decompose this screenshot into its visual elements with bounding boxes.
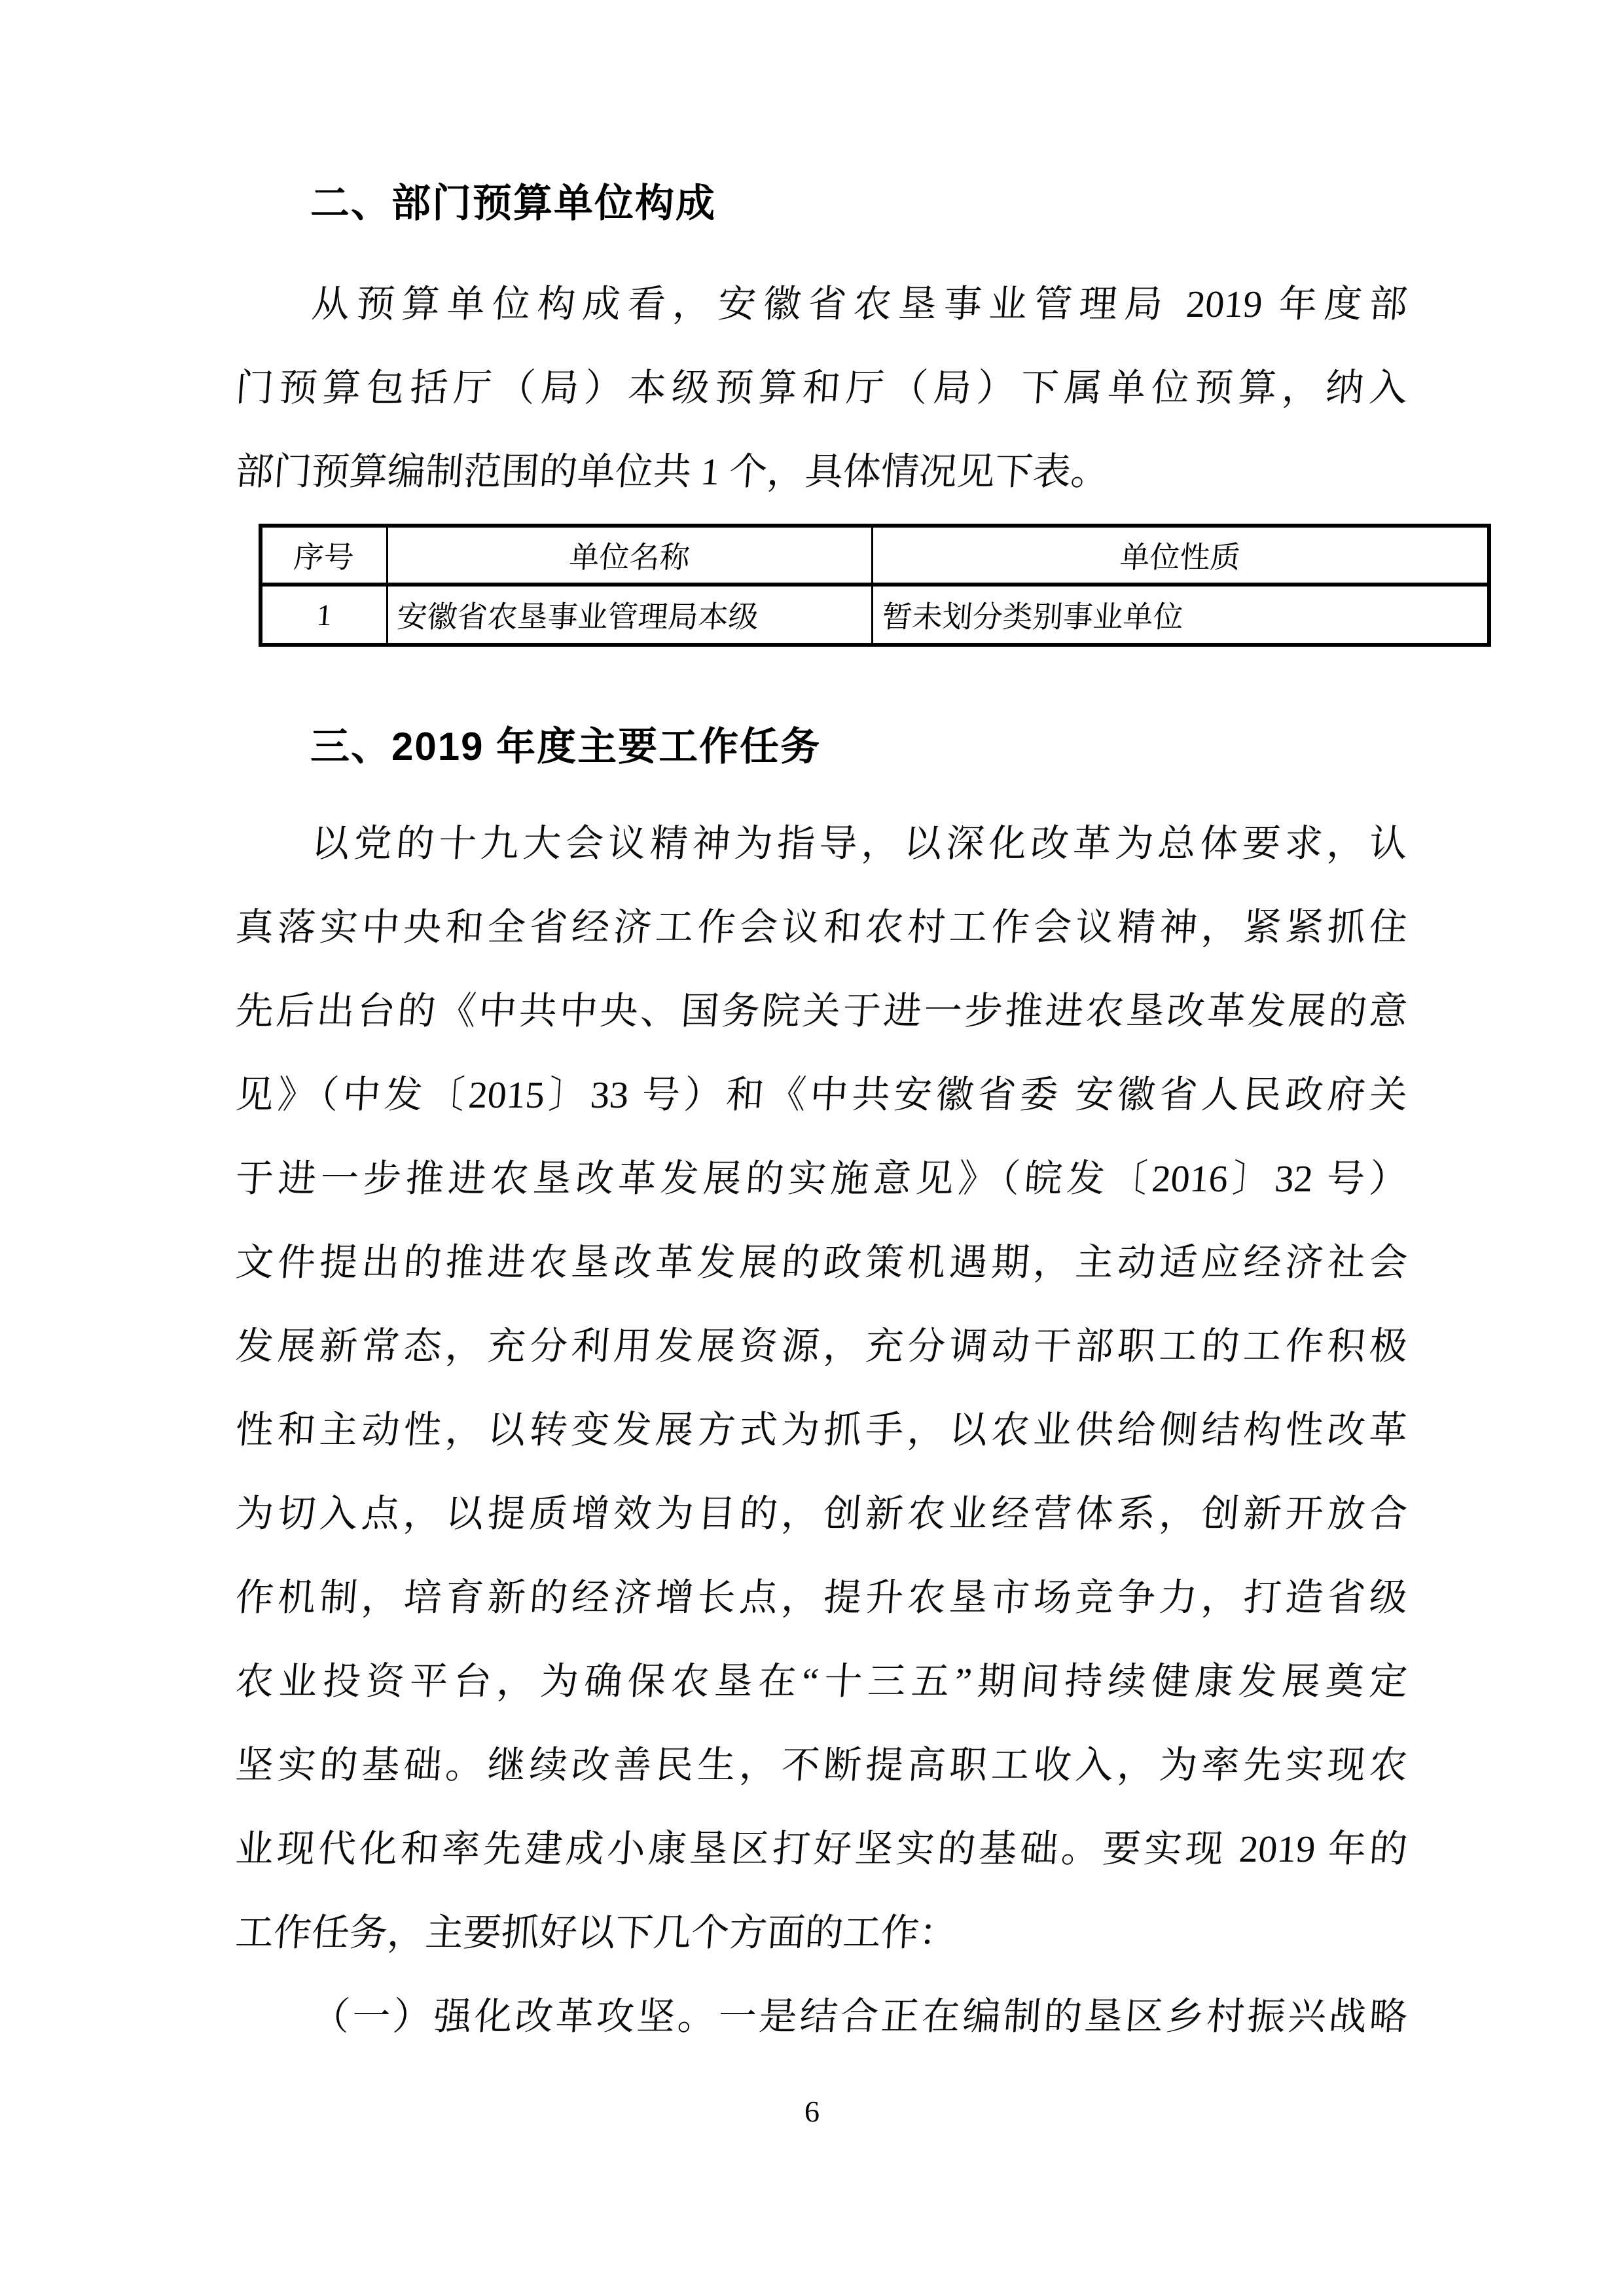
text-line: 业现代化和率先建成小康垦区打好坚实的基础。要实现 2019 年的	[234, 1828, 1409, 1870]
table-cell-unit-name	[387, 585, 872, 645]
table-cell-unit-name-value: 安徽省农垦事业管理局本级	[395, 600, 760, 634]
text-line: 真落实中央和全省经济工作会议和农村工作会议精神，紧紧抓住	[234, 906, 1409, 949]
text-line: 性和主动性，以转变发展方式为抓手，以农业供给侧结构性改革	[234, 1409, 1409, 1451]
text-line: 农业投资平台，为确保农垦在“十三五”期间持续健康发展奠定	[234, 1660, 1409, 1703]
text-line: 文件提出的推进农垦改革发展的政策机遇期，主动适应经济社会	[234, 1241, 1409, 1284]
table-row	[261, 585, 1489, 645]
table-cell-unit-nature	[872, 585, 1489, 645]
table-cell-index-value: 1	[315, 598, 333, 632]
table-header-row	[261, 526, 1489, 585]
text-line: 从预算单位构成看，安徽省农垦事业管理局 2019 年度部	[310, 283, 1409, 325]
text-line: 见》（中发〔2015〕33 号）和《中共安徽省委 安徽省人民政府关	[234, 1074, 1409, 1116]
section2-heading: 二、部门预算单位构成	[310, 181, 716, 225]
page-number: 6	[804, 2095, 820, 2128]
table-cell-index	[261, 585, 387, 645]
section3-paragraphs	[236, 802, 1407, 2059]
text-line: 部门预算编制范围的单位共 1 个，具体情况见下表。	[234, 450, 1111, 493]
text-line: 为切入点，以提质增效为目的，创新农业经营体系，创新开放合	[234, 1492, 1409, 1535]
text-line: 作机制，培育新的经济增长点，提升农垦市场竞争力，打造省级	[234, 1576, 1409, 1619]
text-line: （一）强化改革攻坚。一是结合正在编制的垦区乡村振兴战略	[310, 1995, 1409, 2038]
table-header-unit-name-label: 单位名称	[568, 541, 691, 574]
table-header-unit-nature-label: 单位性质	[1118, 541, 1242, 574]
text-line: 以党的十九大会议精神为指导，以深化改革为总体要求，认	[310, 822, 1409, 865]
text-line: 于进一步推进农垦改革发展的实施意见》（皖发〔2016〕32 号）	[234, 1157, 1409, 1200]
table-header-unit-nature	[872, 526, 1489, 585]
section3-heading: 三、2019 年度主要工作任务	[310, 725, 821, 768]
text-line: 先后出台的《中共中央、国务院关于进一步推进农垦改革发展的意	[234, 990, 1409, 1032]
table-header-index-label: 序号	[293, 541, 355, 574]
table-header-unit-name	[387, 526, 872, 585]
section2-paragraph	[236, 262, 1407, 514]
text-line: 工作任务，主要抓好以下几个方面的工作：	[234, 1911, 959, 1954]
budget-units-table	[259, 524, 1491, 647]
text-line: 坚实的基础。继续改善民生，不断提高职工收入，为率先实现农	[234, 1744, 1409, 1786]
text-line: 门预算包括厅（局）本级预算和厅（局）下属单位预算，纳入	[234, 367, 1409, 409]
text-line: 发展新常态，充分利用发展资源，充分调动干部职工的工作积极	[234, 1325, 1409, 1367]
table-cell-unit-nature-value: 暂未划分类别事业单位	[880, 600, 1185, 634]
table-header-index	[261, 526, 387, 585]
